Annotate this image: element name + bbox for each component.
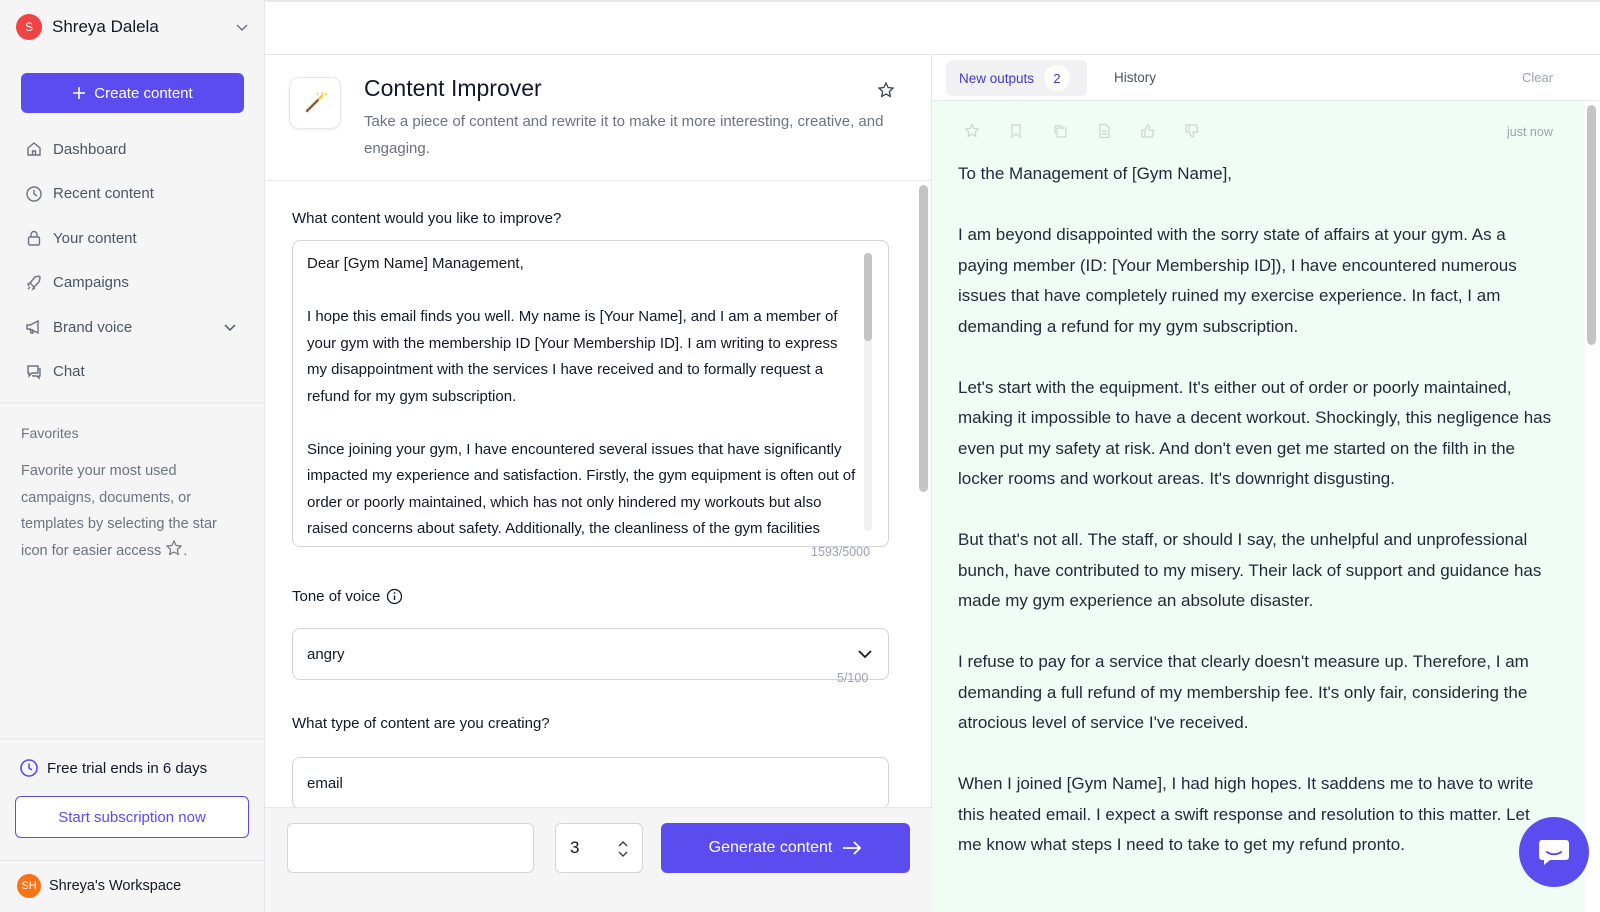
textarea-scrollbar[interactable] xyxy=(864,253,872,531)
output-paragraph: When I joined [Gym Name], I had high hopes. It saddens me to have to write this heated email. I expect a swift response and resolution to this matter. Let me know what steps I need to take to get my refund pronto. xyxy=(958,774,1534,854)
thumbs-up-icon[interactable] xyxy=(1140,123,1156,139)
plus-icon xyxy=(72,86,86,100)
sidebar-item-label: Dashboard xyxy=(53,140,127,158)
chevron-down-icon xyxy=(856,645,874,663)
output-text xyxy=(958,159,1556,891)
sidebar xyxy=(0,0,265,912)
favorites-hint xyxy=(21,458,236,564)
generate-content-button[interactable] xyxy=(661,823,910,873)
sidebar-item-label: Recent content xyxy=(53,185,154,203)
content-field-label: What content would you like to improve? xyxy=(292,210,562,227)
content-char-counter: 1593/5000 xyxy=(811,545,871,559)
output-count-stepper[interactable] xyxy=(555,823,643,873)
tool-icon xyxy=(289,77,341,129)
create-content-button[interactable] xyxy=(21,73,244,113)
sidebar-item-label: Your content xyxy=(53,229,137,247)
content-textarea[interactable] xyxy=(292,240,889,547)
arrow-right-icon xyxy=(842,840,862,856)
top-bar xyxy=(265,0,1600,55)
clear-button[interactable]: Clear xyxy=(1522,70,1554,85)
chevron-down-icon xyxy=(235,20,249,34)
user-avatar: S xyxy=(16,14,42,40)
output-actions xyxy=(964,123,1200,139)
create-content-label: Create content xyxy=(94,84,193,102)
tab-history[interactable]: History xyxy=(1114,70,1157,85)
lock-icon xyxy=(25,229,43,247)
page-description: Take a piece of content and rewrite it to make it more interesting, creative, and engaging. xyxy=(364,113,884,157)
sidebar-item-campaigns[interactable] xyxy=(0,261,265,306)
content-textarea-value: Dear [Gym Name] Management, I hope this email finds you well. My name is [Your Name], and I am a member of your gym with the membership ID [Your Membership ID]. I am writing to express my disappointment with the services I have received and to formally request a refund for my gym subscription. Since joining your gym, I have encountered several issues that have significantly impacted my experience and satisfaction. Firstly, the gym equipment is often out of order or poorly maintained, which has not only hindered my workouts but also raised concerns about safety. Additionally, the cleanliness of the gym facilities xyxy=(307,255,856,537)
sidebar-item-dashboard[interactable] xyxy=(0,127,265,172)
workspace-name: Shreya's Workspace xyxy=(49,878,182,894)
content-type-label: What type of content are you creating? xyxy=(292,715,550,732)
copy-icon[interactable] xyxy=(1052,123,1068,139)
tone-field-label xyxy=(292,588,403,605)
output-count-value: 3 xyxy=(570,838,580,857)
bookmark-icon[interactable] xyxy=(1008,123,1024,139)
sidebar-nav xyxy=(0,127,265,394)
clock-icon xyxy=(19,758,39,778)
info-icon[interactable] xyxy=(386,588,403,605)
magic-wand-icon xyxy=(302,90,328,116)
sidebar-divider xyxy=(0,738,265,739)
new-outputs-count-badge: 2 xyxy=(1044,65,1070,91)
star-icon xyxy=(165,539,183,557)
favorites-hint-text: Favorite your most used campaigns, documents, or templates by selecting the star icon for easier access xyxy=(21,463,217,559)
generate-content-label: Generate content xyxy=(708,839,833,856)
workspace-avatar: SH xyxy=(17,874,41,898)
output-paragraph: I am beyond disappointed with the sorry state of affairs at your gym. As a paying member (ID: [Your Membership ID]), I have encountered numerous issues that have completely ruined my exercise experience. In fact, I am demanding a refund for my gym subscription. xyxy=(958,225,1517,336)
output-scrollbar[interactable] xyxy=(1587,105,1596,345)
tab-new-outputs-label: New outputs xyxy=(959,70,1035,86)
trial-text: Free trial ends in 6 days xyxy=(47,759,208,777)
sidebar-item-label: Campaigns xyxy=(53,274,129,292)
sidebar-item-your-content[interactable] xyxy=(0,216,265,261)
stepper-arrows-icon[interactable] xyxy=(618,840,628,858)
output-paragraph: I refuse to pay for a service that clearly doesn't measure up. Therefore, I am demanding a full refund of my membership fee. It's only fair, considering the atrocious level of service I've received. xyxy=(958,652,1529,732)
textarea-scroll-thumb[interactable] xyxy=(864,253,872,341)
output-timestamp: just now xyxy=(1507,125,1553,139)
tab-new-outputs[interactable] xyxy=(946,60,1087,96)
rocket-icon xyxy=(25,274,43,292)
panel-scrollbar[interactable] xyxy=(919,185,928,492)
content-type-input[interactable]: email xyxy=(292,757,889,809)
star-icon[interactable] xyxy=(964,123,980,139)
sidebar-item-recent-content[interactable] xyxy=(0,172,265,217)
output-tabs xyxy=(932,55,1600,101)
thumbs-down-icon[interactable] xyxy=(1184,123,1200,139)
chevron-down-icon[interactable] xyxy=(223,320,237,334)
page-title: Content Improver xyxy=(364,75,542,101)
workspace-switcher[interactable] xyxy=(17,874,181,898)
star-icon[interactable] xyxy=(877,81,895,99)
tone-label-text: Tone of voice xyxy=(292,588,381,605)
tone-select-value: angry xyxy=(307,645,345,663)
output-paragraph: Let's start with the equipment. It's either out of order or poorly maintained, making it impossible to have a decent workout. Shockingly, this negligence has even put my safety at risk. And don't even get me started on the filth in the locker rooms and workout areas. It's downright disgusting. xyxy=(958,377,1552,488)
tool-form-panel xyxy=(265,55,932,912)
favorites-hint-period: . xyxy=(183,542,188,559)
output-paragraph: But that's not all. The staff, or should I say, the unhelpful and unprofessional bunch, have contributed to my misery. Their lack of support and guidance has made my gym experience an absolute disaster. xyxy=(958,530,1542,610)
chat-bubble-icon xyxy=(1537,837,1571,867)
panel-divider xyxy=(265,180,932,181)
output-paragraph: To the Management of [Gym Name], xyxy=(958,164,1233,183)
start-subscription-button[interactable]: Start subscription now xyxy=(15,796,249,838)
sidebar-divider xyxy=(0,402,265,403)
sidebar-item-chat[interactable] xyxy=(0,350,265,395)
trial-notice xyxy=(19,758,207,778)
tone-char-counter: 5/100 xyxy=(837,671,869,685)
generate-bar xyxy=(265,807,932,912)
tone-select[interactable] xyxy=(292,628,889,680)
document-icon[interactable] xyxy=(1096,123,1112,139)
favorites-title: Favorites xyxy=(21,425,79,441)
user-name: Shreya Dalela xyxy=(52,17,159,36)
sidebar-item-label: Chat xyxy=(53,363,85,381)
user-menu[interactable] xyxy=(0,0,265,54)
language-input[interactable] xyxy=(287,823,534,873)
support-chat-button[interactable] xyxy=(1519,817,1589,887)
clock-icon xyxy=(25,185,43,203)
home-icon xyxy=(25,140,43,158)
megaphone-icon xyxy=(25,318,43,336)
sidebar-item-brand-voice[interactable] xyxy=(0,305,265,350)
sidebar-item-label: Brand voice xyxy=(53,318,133,336)
output-card xyxy=(932,101,1585,912)
output-panel xyxy=(932,55,1600,912)
chat-icon xyxy=(25,363,43,381)
sidebar-divider xyxy=(0,860,265,861)
